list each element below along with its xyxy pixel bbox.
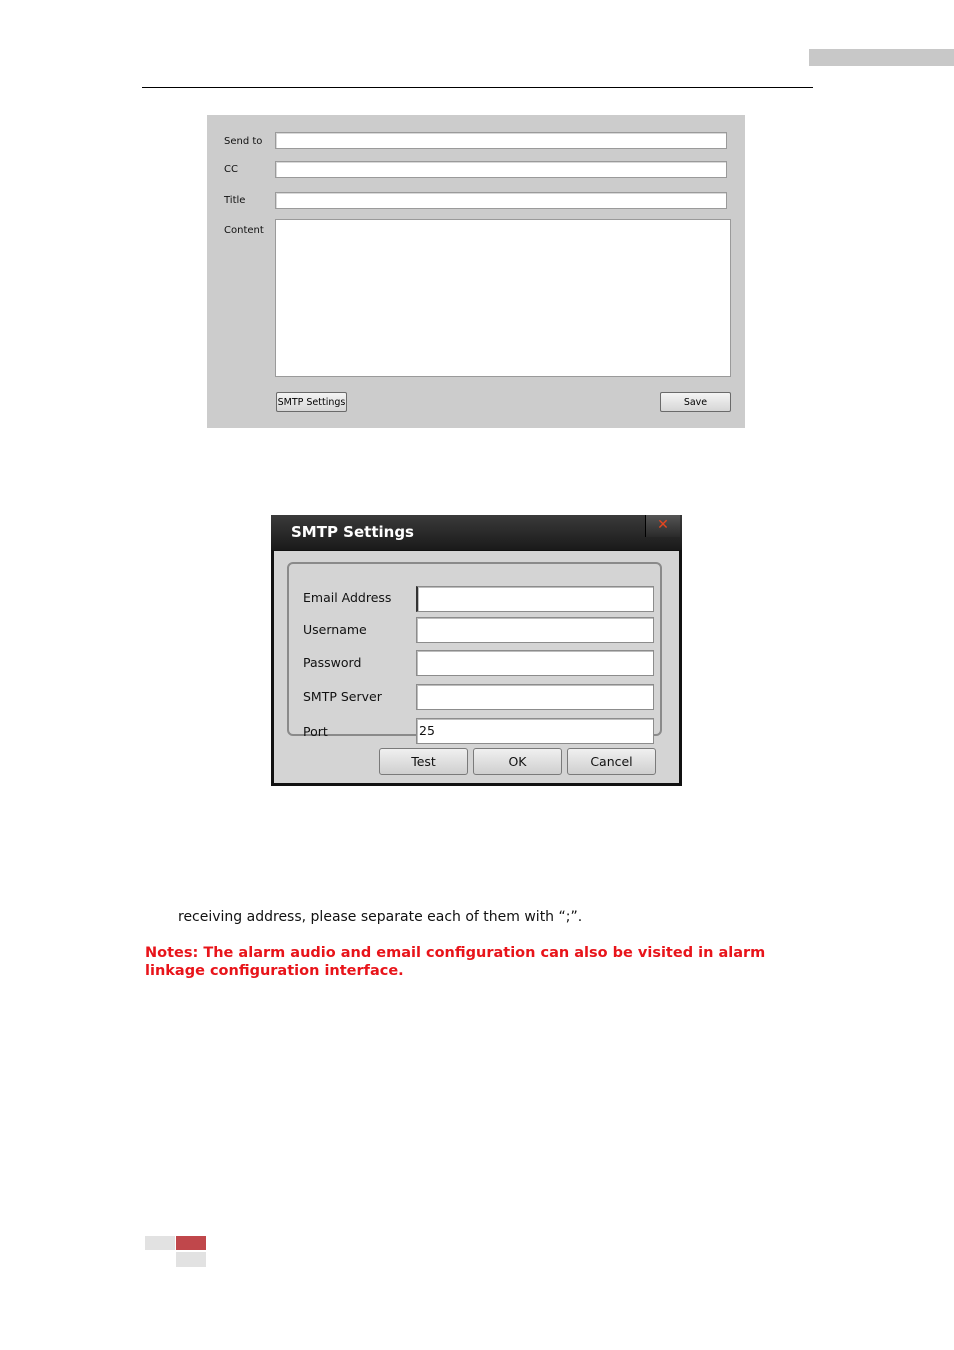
receiving-address-text: receiving address, please separate each of them with “;”. bbox=[178, 909, 583, 925]
cc-input[interactable] bbox=[275, 161, 727, 178]
send-to-input[interactable] bbox=[275, 132, 727, 149]
content-textarea[interactable] bbox=[275, 219, 731, 377]
smtp-server-input[interactable] bbox=[416, 684, 654, 710]
dialog-title: SMTP Settings bbox=[291, 523, 414, 541]
email-address-input[interactable] bbox=[416, 586, 654, 612]
title-input[interactable] bbox=[275, 192, 727, 209]
password-label: Password bbox=[303, 655, 362, 670]
username-label: Username bbox=[303, 622, 367, 637]
smtp-fields-group bbox=[287, 562, 662, 739]
smtp-server-label: SMTP Server bbox=[303, 689, 382, 704]
email-address-label: Email Address bbox=[303, 590, 392, 605]
footer-decoration-accent bbox=[176, 1236, 206, 1250]
port-input[interactable]: 25 bbox=[416, 718, 654, 744]
email-form-panel bbox=[207, 115, 745, 428]
dialog-body bbox=[274, 551, 679, 783]
content-label: Content bbox=[224, 225, 264, 236]
save-button[interactable]: Save bbox=[660, 392, 731, 412]
close-icon[interactable]: ✕ bbox=[645, 515, 680, 537]
port-label: Port bbox=[303, 724, 328, 739]
header-decoration-bar bbox=[809, 49, 954, 66]
send-to-label: Send to bbox=[224, 136, 263, 147]
smtp-settings-dialog bbox=[271, 515, 682, 786]
notes-text: Notes: The alarm audio and email configuration can also be visited in alarm linkage configuration interface. bbox=[145, 945, 766, 979]
username-input[interactable] bbox=[416, 617, 654, 643]
ok-button[interactable]: OK bbox=[473, 748, 562, 775]
dialog-titlebar[interactable] bbox=[271, 515, 682, 550]
test-button[interactable]: Test bbox=[379, 748, 468, 775]
title-label: Title bbox=[224, 195, 246, 206]
header-rule bbox=[142, 87, 813, 88]
cc-label: CC bbox=[224, 164, 238, 175]
cancel-button[interactable]: Cancel bbox=[567, 748, 656, 775]
password-input[interactable] bbox=[416, 650, 654, 676]
footer-decoration-left bbox=[145, 1236, 175, 1250]
smtp-settings-button[interactable]: SMTP Settings bbox=[276, 392, 347, 412]
footer-decoration-lower bbox=[176, 1252, 206, 1267]
